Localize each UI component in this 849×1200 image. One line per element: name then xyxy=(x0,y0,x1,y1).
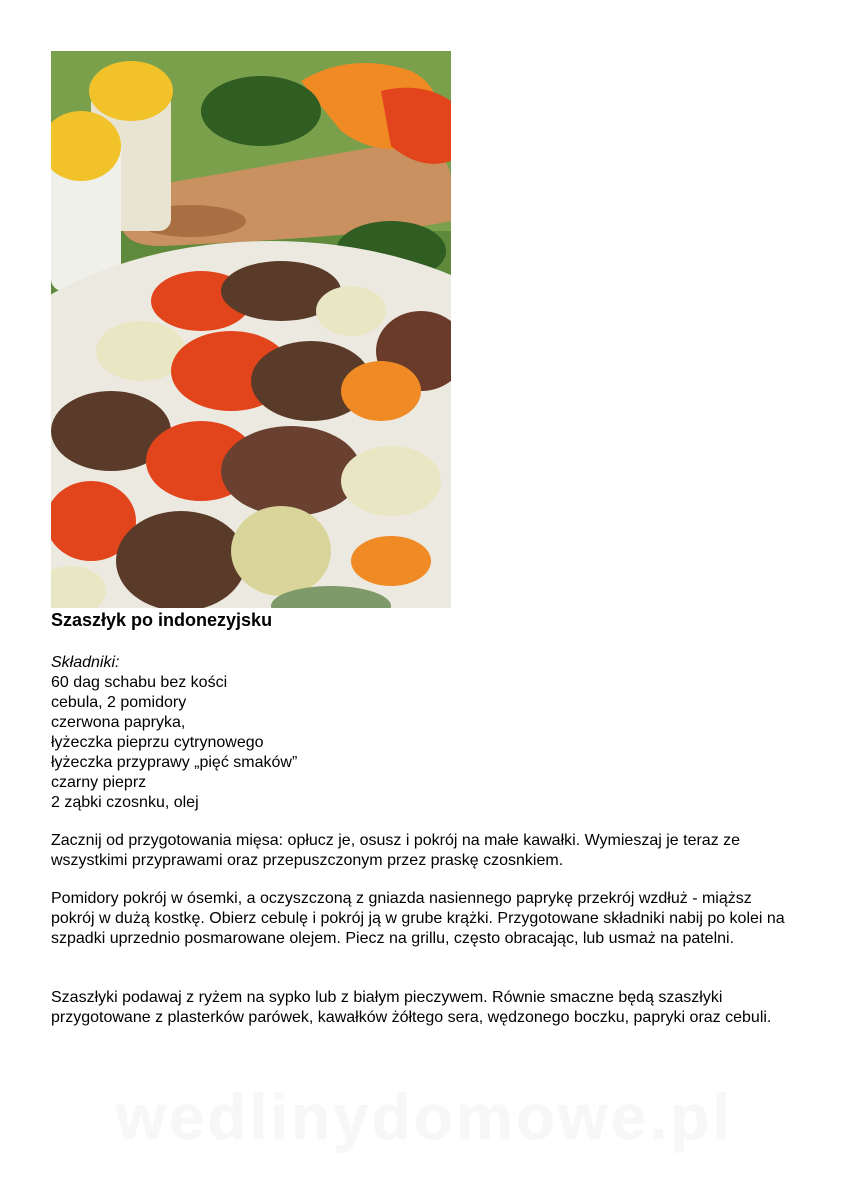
ingredient-item: cebula, 2 pomidory xyxy=(51,694,187,711)
ingredient-item: łyżeczka przyprawy „pięć smaków” xyxy=(51,754,298,771)
ingredient-item: czerwona papryka, xyxy=(51,714,186,731)
ingredient-item: czarny pieprz xyxy=(51,774,147,791)
skewers-on-plate-image xyxy=(51,51,451,608)
step-paragraph-2: Pomidory pokrój w ósemki, a oczyszczoną z gniazda nasiennego paprykę przekrój wzdłuż - miąższ pokrój w dużą kostkę. Obierz cebulę i pokrój ją w grube krążki. Przygotowane składniki nabij po kolei na szpadki uprzednio posmarowane olejem. Piecz na grillu, często obracając, lub usmaż na patelni. xyxy=(51,890,785,947)
step-paragraph-1: Zacznij od przygotowania mięsa: opłucz je, osusz i pokrój na małe kawałki. Wymieszaj je teraz ze wszystkimi przyprawami oraz przepuszczonym przez praskę czosnkiem. xyxy=(51,832,741,869)
ingredient-item: 2 ząbki czosnku, olej xyxy=(51,794,199,811)
step-paragraph-3: Szaszłyki podawaj z ryżem na sypko lub z białym pieczywem. Równie smaczne będą szaszłyki przygotowane z plasterków parówek, kawałków żółtego sera, wędzonego boczku, papryki oraz cebuli. xyxy=(51,989,772,1026)
ingredient-item: 60 dag schabu bez kości xyxy=(51,674,228,691)
ingredients-list xyxy=(51,653,297,813)
ingredients-label: Składniki: xyxy=(51,654,120,671)
skewers-photo xyxy=(51,51,451,608)
recipe-title: Szaszłyk po indonezyjsku xyxy=(51,610,273,630)
watermark: wedlinydomowe.pl xyxy=(116,1081,733,1153)
ingredient-item: łyżeczka pieprzu cytrynowego xyxy=(51,734,264,751)
